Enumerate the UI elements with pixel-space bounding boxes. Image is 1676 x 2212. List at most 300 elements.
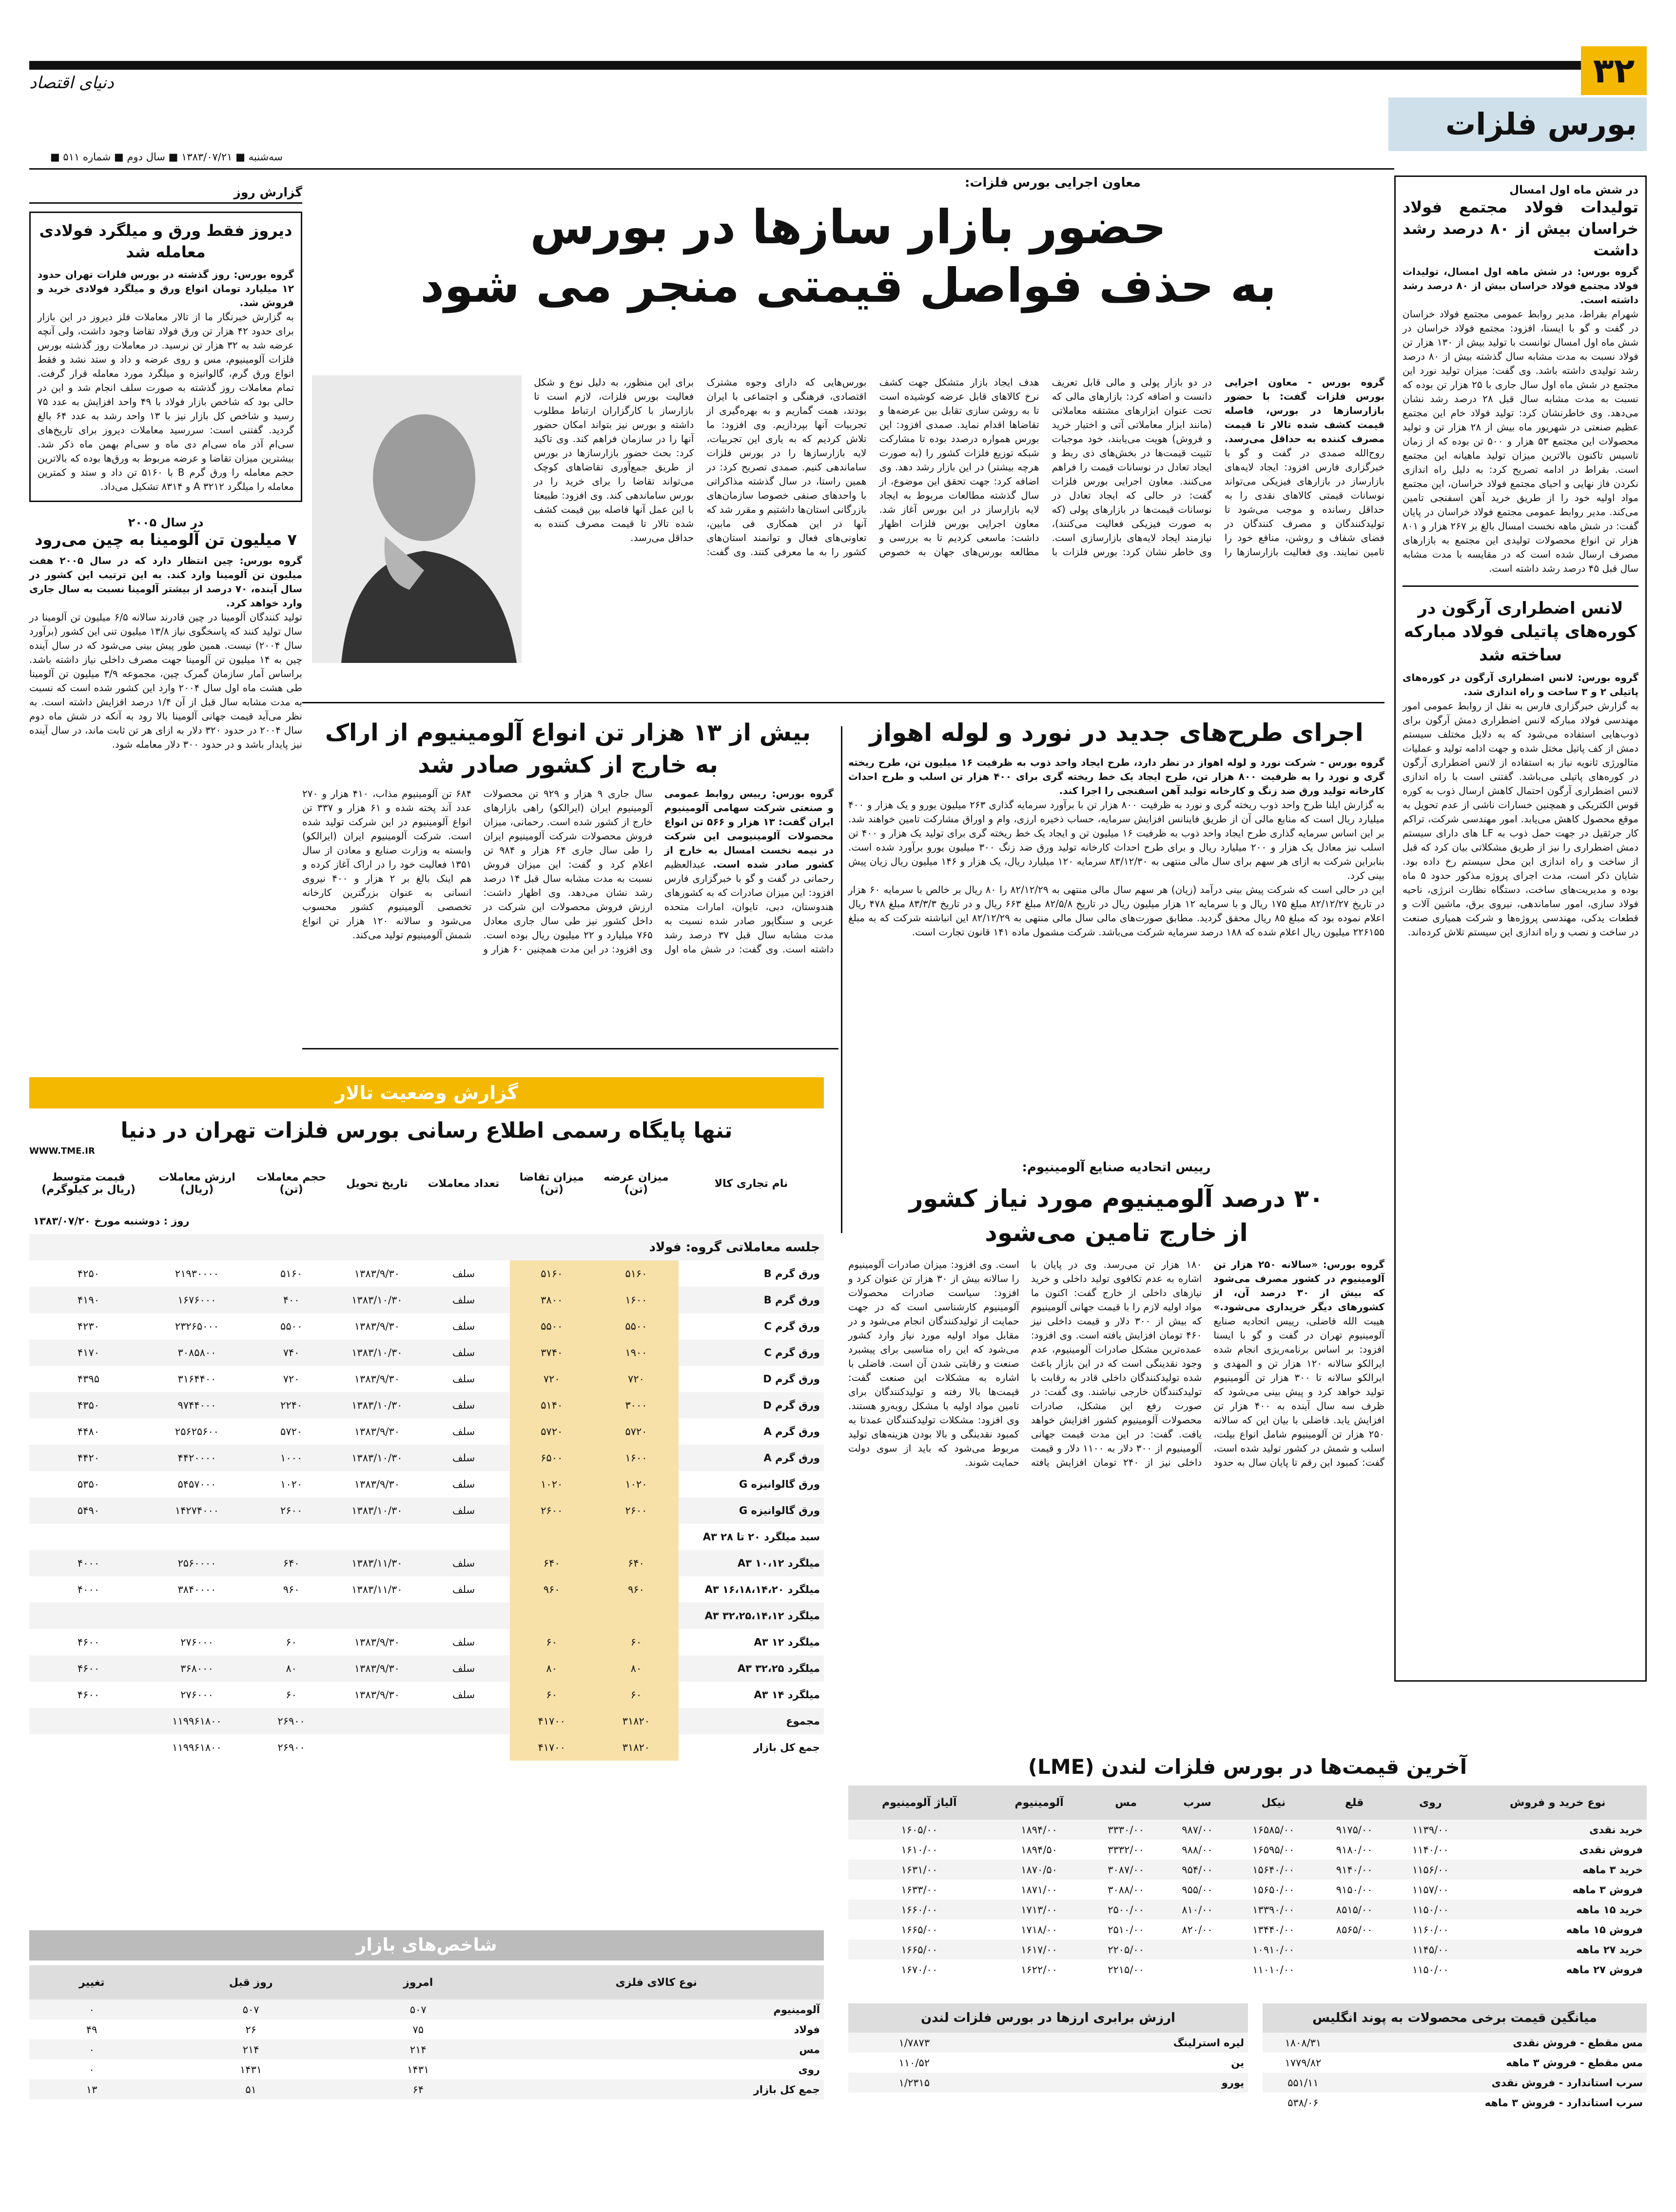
table-cell: ۱۳۸۳/۹/۳۰ (354, 1689, 400, 1701)
table-cell: ۶۰ (510, 1629, 594, 1655)
steel-body: شهرام بقراط، مدیر روابط عمومی مجتمع فولاد خراسان در گفت و گو با ایسنا، افزود: مجتمع فولاد خراسان در شش ماه اول امسال توانست با تولید بیش از ۱۳۰ هزار تن فولاد نسبت به مدت مشابه سال گذشته بیش از ۸۰ درصد رشد تولیدی داشته باشد. وی گفت: میزان تولید نورد این مجتمع در شش ماه اول سال جاری با ۲۵ هزار تن بوده که نسبت به مدت مشابه سال قبل ۲۸ درصد رشد نشان می‌دهد. وی خاطرنشان کرد: تولید فولاد خام این مجتمع عظیم صنعتی در شهریور ماه بیش از ۲۸ هزار تن و تولید محصولات این مجتمع ۵۳ هزار و ۵۰۰ تن بوده که از زمان تاسیس تاکنون بالاترین میزان تولید ماهیانه این مجتمع است. بقراط در ادامه تصریح کرد: به دلیل راه اندازی نکردن فاز نهایی و احیای مجتمع فولاد خراسان، این مجتمع مواد اولیه خود را از طریق خرید آهن اسفنجی تامین می‌کند. مدیر روابط عمومی مجتمع فولاد خراسان در پایان گفت: در شش ماهه نخست امسال بالغ بر ۲۶۷ هزار و ۸۰۱ هزار تن انواع محصولات تولیدی این مجتمع به بازارهای مصرف ارسال شده است که در مقایسه با مدت مشابه سال قبل ۴۵ درصد رشد داشته است. (1403, 308, 1639, 574)
table-cell: ۲۲۴۰ (246, 1392, 336, 1418)
table-cell: ۱۶۷۶۰۰۰ (148, 1287, 246, 1313)
table-cell: سلف (452, 1584, 475, 1595)
alumina-title: ۷ میلیون تن آلومینا به چین می‌رود (35, 530, 297, 549)
table-cell: سلف (452, 1478, 475, 1490)
table-cell (417, 1524, 509, 1550)
main-body (312, 375, 1384, 687)
need-kicker: رییس اتحادیه صنایع آلومینیوم: (1022, 1160, 1211, 1175)
table-cell: ۹۱۴۰/۰۰ (1316, 1860, 1392, 1880)
table-cell: ۱۱۵۶/۰۰ (1392, 1860, 1468, 1880)
table-cell: ورق گرم A (763, 1426, 820, 1437)
table-cell: سلف (452, 1689, 475, 1701)
table-cell: سلف (417, 1287, 509, 1313)
hall-table-body (29, 1261, 824, 1761)
table-cell: ۶۰ (510, 1682, 594, 1708)
table-cell: ۱۸۷۰/۵۰ (991, 1860, 1088, 1880)
table-cell: ۱۳۸۳/۱۱/۳۰ (351, 1584, 403, 1595)
table-cell: سرب استاندارد - فروش ۳ ماهه (1484, 2096, 1643, 2109)
table-cell: ۳۸۴۰۰۰۰ (177, 1584, 216, 1595)
table-cell: ۶۴۰ (510, 1550, 594, 1576)
table-cell: ورق گرم A (679, 1445, 824, 1471)
table-cell: ۱۷۱۳/۰۰ (991, 1900, 1088, 1920)
table-row (848, 1940, 1647, 1960)
table-cell: ۳۱۸۲۰ (594, 1734, 679, 1761)
table-cell: ۸۰ (594, 1655, 679, 1682)
table-row (29, 1313, 824, 1339)
table-row (29, 1576, 824, 1603)
table-cell: ۱۳۸۳/۱۰/۳۰ (336, 1287, 417, 1313)
table-cell: ۱۱۴۵/۰۰ (1392, 1940, 1468, 1960)
table-cell: جمع کل بازار (489, 2079, 824, 2099)
table-cell: سرب استاندارد - فروش نقدی (1344, 2073, 1647, 2093)
table-cell: ۲۵۱۰/۰۰ (1108, 1923, 1144, 1936)
table-cell: ۶۰ (594, 1629, 679, 1655)
table-row (29, 1339, 824, 1366)
table-cell: سلف (452, 1636, 475, 1648)
aluminium-export-story (302, 717, 834, 1030)
column-title: میزان تقاضا (519, 1171, 584, 1184)
column-unit: (تن) (540, 1184, 564, 1196)
table-cell (1316, 1960, 1392, 1979)
need-body (848, 1258, 1384, 1745)
table-cell (417, 1734, 509, 1761)
index-column-header: روز قبل (154, 1965, 348, 1999)
table-cell: ۱۶۰۵/۰۰ (848, 1820, 991, 1840)
table-cell: ۹۱۵۰/۰۰ (1336, 1883, 1373, 1896)
table-cell: ۹۱۸۰/۰۰ (1336, 1843, 1373, 1856)
table-cell (246, 1524, 336, 1550)
table-row (29, 1708, 824, 1734)
table-cell: ۱۱۳۹/۰۰ (1392, 1820, 1468, 1840)
table-cell: ۴۰۰ (246, 1287, 336, 1313)
table-cell: ۱۳۴۴۰/۰۰ (1252, 1923, 1295, 1936)
table-cell: خرید نقدی (1468, 1820, 1647, 1840)
table-cell: ۹۶۰ (283, 1584, 300, 1595)
table-cell: ورق گرم B (763, 1268, 820, 1280)
hall-column-header (417, 1159, 509, 1208)
table-cell: ۱۶۶۰/۰۰ (848, 1900, 991, 1920)
table-cell: ۸۱۰/۰۰ (1164, 1900, 1231, 1920)
column-title: حجم معاملات (256, 1171, 327, 1184)
table-cell: میلگرد ۱۲ A۳ (754, 1636, 820, 1648)
table-cell: ۱۶۵۹۵/۰۰ (1252, 1843, 1295, 1856)
table-cell: ۴۳۹۵ (77, 1373, 100, 1385)
table-row (29, 1497, 824, 1524)
lme-column-header: آلیاژ آلومینیوم (848, 1785, 991, 1820)
table-cell: ۲۶۰۰ (594, 1497, 679, 1524)
table-cell: ۱۳۸۳/۹/۳۰ (354, 1268, 400, 1280)
table-cell: ۰ (29, 2039, 154, 2059)
table-row (29, 2059, 824, 2079)
table-cell (1164, 1960, 1231, 1979)
table-row (848, 2033, 1248, 2053)
issue-line: سه‌شنبه ■ ۱۳۸۳/۰۷/۲۱ ■ سال دوم ■ شماره ۵۱۱ ■ (50, 151, 283, 163)
need-title-1: ۳۰ درصد آلومینیوم مورد نیاز کشور (909, 1184, 1324, 1213)
table-cell: ۴۴۸۰ (77, 1426, 100, 1437)
hall-column-header (246, 1159, 336, 1208)
table-row (848, 1840, 1647, 1860)
table-cell: سلف (417, 1339, 509, 1366)
table-cell: ۹۸۷/۰۰ (1164, 1820, 1231, 1840)
table-cell: ۶۰ (594, 1682, 679, 1708)
table-cell: ۲۵۶۲۵۶۰۰ (175, 1426, 219, 1437)
daily-report-box (29, 212, 302, 502)
table-cell (510, 1603, 594, 1629)
steel-lead: گروه بورس: در شش ماهه اول امسال، تولیدات فولاد مجتمع فولاد خراسان بیش از ۸۰ درصد رشد داشته است. (1403, 266, 1638, 306)
table-cell: ۱۳۸۳/۹/۳۰ (354, 1636, 400, 1648)
table-cell: ۱۳۸۳/۱۰/۳۰ (336, 1497, 417, 1524)
table-cell (336, 1524, 417, 1550)
table-cell: ۲۱۴ (348, 2039, 489, 2059)
table-cell: ۱۳۸۳/۹/۳۰ (354, 1373, 400, 1385)
table-cell (336, 1734, 417, 1761)
daily-report-title: دیروز فقط ورق و میلگرد فولادی معامله شد (39, 221, 292, 261)
table-cell: ۵۷۲۰ (510, 1418, 594, 1445)
hall-column-header (148, 1159, 246, 1208)
brand-logo: دنیای اقتصاد (29, 73, 114, 93)
hall-column-header (29, 1159, 148, 1208)
table-cell: ۱۹۰۰ (594, 1339, 679, 1366)
table-cell: ۸۰ (246, 1655, 336, 1682)
argon-lead: گروه بورس: لانس اضطراری آرگون در کوره‌های پاتیلی ۲ و ۳ ساخت و راه اندازی شد. (1403, 672, 1638, 698)
table-cell: ۱۱۰۱۰/۰۰ (1252, 1963, 1295, 1976)
table-cell: ۴۱۷۰۰ (510, 1708, 594, 1734)
table-row (29, 1392, 824, 1418)
lme-column-header: مس (1088, 1785, 1164, 1820)
table-cell: لیره استرلینگ (980, 2033, 1248, 2053)
export-body-text: عبدالعظیم رحمانی در گفت و گو با خبرگزاری فارس افزود: این میزان صادرات که به کشورهای هندوستان، دبی، تایوان، امارات متحده عربی و سنگاپور صادر شده نسبت به مدت مشابه سال قبل ۳۷ درصد رشد داشته است. وی گفت: در شش ماه اول سال جاری ۹ هزار و ۹۲۹ تن محصولات آلومینیوم ایران (ایرالکو) راهی بازارهای خارج از کشور شده است. رحمانی، میزان فروش محصولات شرکت آلومینیوم ایران را طی سال جاری ۶۴ هزار و ۹۸۴ تن اعلام کرد و گفت: این میزان فروش نسبت به مدت مشابه سال قبل ۱۴ درصد رشد نشان می‌دهد. وی اظهار داشت: ارزش فروش محصولات این شرکت در داخل کشور نیز طی سال جاری معادل ۷۶۵ میلیارد و ۲۲ میلیون ریال بوده است. وی افزود: در این مدت همچنین ۶۰ هزار و ۶۸۴ تن آلومینیوم مذاب، ۴۱۰ هزار و ۲۷۰ عدد آند پخته شده و ۶۱ هزار و ۳۳۷ تن انواع آلومینیوم در این شرکت تولید شده است. شرکت آلومینیوم ایران (ایرالکو) وابسته به وزارت صنایع و معادن از سال ۱۳۵۱ فعالیت خود را در اراک آغاز کرده و هم اینک بالغ بر ۲ هزار و ۴۰۰ نیروی انسانی به عنوان بزرگترین کارخانه تخصصی آلومینیوم کشور محسوب می‌شود و سالانه ۱۲۰ هزار تن انواع شمش آلومینیوم تولید می‌کند. (302, 788, 834, 955)
table-row (1263, 2093, 1647, 2113)
table-cell: ۵۷۲۰ (280, 1426, 303, 1437)
day-label: روز : دوشنبه مورخ ۱۳۸۳/۰۷/۲۰ (33, 1215, 190, 1227)
table-row (848, 2073, 1248, 2093)
table-row (29, 1445, 824, 1471)
lme-column-header: آلومینیوم (991, 1785, 1088, 1820)
column-label: گزارش روز (29, 185, 302, 204)
table-row (29, 1366, 824, 1392)
hall-report-title: تنها پایگاه رسمی اطلاع رسانی بورس فلزات تهران در دنیا (120, 1118, 733, 1143)
table-cell: ۱۴۳۱ (407, 2063, 429, 2076)
table-cell: سلف (452, 1268, 475, 1280)
table-row (29, 2079, 824, 2099)
table-cell: ورق گرم C (764, 1320, 820, 1332)
table-cell: سلف (417, 1655, 509, 1682)
column-title: قیمت متوسط (52, 1171, 125, 1184)
table-cell: ۲۶۰۰ (246, 1497, 336, 1524)
alumina-kicker: در سال ۲۰۰۵ (128, 516, 204, 529)
index-column-header: امروز (348, 1965, 489, 1999)
lme-section (848, 1755, 1647, 1979)
argon-body: به گزارش خبرگزاری فارس به نقل از روابط عمومی امور مهندسی فولاد مبارکه لانس اضطراری دمش آرگون برای ذوب‌هایی استفاده می‌شود که به دلایل مختلف سیستم دمش از کف پاتیل مختل شده و جهت ادامه تولید و عملیات متالورژی ثانویه نیاز به استفاده از لانس اضطراری آرگون در کوره‌های پاتیلی می‌باشد. گفتنی است با راه اندازی لانس اضطراری آرگون احتمال کاهش ارسال ذوب به کوره قوس الکتریکی و همچنین خسارات ناشی از عدم تحویل به موقع محصول کاهش می‌یابد. امور مهندسی شرکت، تراکم کار جرثقیل در جهت حمل ذوب به LF های دارای سیستم دمش اضطراری را نیز از طریق مشکلاتی بیان کرد که قبل از ساخت و راه اندازی این محل سیستم رخ داده بود. شایان ذکر است، مدت اجرای پروژه مذکور حدود ۵ ماه بوده و مدیریت‌های ساخت، دستگاه نظارت انرژی، ناحیه فولاد سازی، امور ساماندهی، نیروی برق، ماشین آلات و قطعات یدکی، مهندسی پروژه‌ها و شرکت همیاری صنعت در ساخت و نصب و راه اندازی این سیستم تلاش کرده‌اند. (1403, 700, 1639, 938)
table-row (29, 1418, 824, 1445)
main-title-2: به حذف فواصل قیمتی منجر می شود (420, 258, 1277, 313)
table-cell: ۱۵۶۴۰/۰۰ (1230, 1860, 1316, 1880)
column-unit: (تن) (624, 1184, 648, 1196)
uk-prices-title: میانگین قیمت برخی محصولات به پوند انگلیس (1263, 2003, 1647, 2033)
fx-title: ارزش برابری ارزها در بورس فلزات لندن (848, 2003, 1248, 2033)
left-column (29, 185, 302, 752)
table-cell: ورق گرم D (763, 1373, 820, 1385)
main-story (312, 175, 1384, 315)
section-title: بورس فلزات (1388, 97, 1647, 151)
market-index-header: شاخص‌های بازار (29, 1930, 824, 1960)
table-row (29, 1629, 824, 1655)
table-cell: ۳۸۰۰ (510, 1287, 594, 1313)
rolling-body-2: این در حالی است که شرکت پیش بینی درآمد (زیان) هر سهم سال مالی منتهی به ۸۲/۱۲/۲۹ را ۸۰ ریال بر خالص با سرمایه ۶۰ هزار در تاریخ ۸۲/۱۲/۲۷ مبلغ ۱۷۵ ریال و با سرمایه ۱۲ هزار میلیون ریال در تاریخ ۸۲/۵/۸ مبلغ ۶۶۳ ریال و در تاریخ ۸۳/۳/۳ مبلغ ۴۷۸ ریال اعلام نموده بود که مبلغ ۸۵ ریال محقق گردید. مطابق صورت‌های مالی سال مالی منتهی به ۸۲/۱۲/۲۹ این انباشته شرکت که به مبلغ ۲۲۶۱۵۵ میلیون ریال اعلام شده که ۱۸۸ درصد سرمایه شرکت می‌باشد. شرکت مشمول ماده ۱۴۱ قانون تجارت است. (848, 884, 1384, 938)
table-cell: ۴۱۹۰ (29, 1287, 148, 1313)
table-cell: ورق گالوانیزه G (739, 1478, 820, 1490)
table-cell: ۴۴۲۰۰۰۰ (148, 1445, 246, 1471)
lme-table (848, 1785, 1647, 1979)
table-cell: ۵۵۰۰ (280, 1320, 303, 1332)
table-cell: ۳۱۶۴۴۰۰ (177, 1373, 216, 1385)
table-cell: ۵۵۰۰ (594, 1313, 679, 1339)
table-cell: ۱۸۹۴/۰۰ (991, 1820, 1088, 1840)
uk-prices-table (1263, 2033, 1647, 2113)
table-cell: مس مقطع - فروش ۳ ماهه (1506, 2057, 1643, 2069)
table-row (29, 2039, 824, 2059)
table-cell: ۵۷۲۰ (594, 1418, 679, 1445)
table-cell: ۱۶۱۰/۰۰ (901, 1843, 938, 1856)
table-cell (29, 1524, 148, 1550)
table-cell: ۱۳۸۳/۹/۳۰ (336, 1655, 417, 1682)
table-cell: ۱۳۸۳/۹/۳۰ (354, 1478, 400, 1490)
table-cell: ۱۱۵۰/۰۰ (1412, 1963, 1449, 1976)
table-cell: سلف (417, 1550, 509, 1576)
right-column (1394, 175, 1647, 1682)
table-cell: ۱۶۶۵/۰۰ (901, 1923, 938, 1936)
table-cell: ۲۶۹۰۰ (277, 1742, 305, 1753)
table-cell: سلف (417, 1392, 509, 1418)
table-cell: ۶۰ (286, 1689, 297, 1701)
table-cell (1316, 1940, 1392, 1960)
table-cell: روی (798, 2063, 820, 2076)
lme-column-header: روی (1392, 1785, 1468, 1820)
table-cell (336, 1708, 417, 1734)
table-cell: ۴۰۰۰ (77, 1584, 100, 1595)
table-row (848, 1860, 1647, 1880)
table-cell: ۳۳۳۰/۰۰ (1088, 1820, 1164, 1840)
table-cell: ۵۴۹۰ (29, 1497, 148, 1524)
daily-report-lead: گروه بورس: روز گذشته در بورس فلزات تهران حدود ۱۲ میلیارد تومان انواع ورق و میلگرد فولادی خرید و فروش شد. (38, 269, 294, 309)
table-cell: ۱۶۰۰ (594, 1445, 679, 1471)
table-cell (148, 1524, 246, 1550)
table-cell: ۶۴۰ (594, 1550, 679, 1576)
table-cell: خرید ۳ ماهه (1468, 1860, 1647, 1880)
column-unit: (ریال بر کیلوگرم) (41, 1184, 136, 1196)
table-cell: ۱۳۸۳/۹/۳۰ (354, 1320, 400, 1332)
table-cell: ۹۶۰ (594, 1576, 679, 1603)
table-row (848, 1920, 1647, 1940)
table-cell: ۱۱۰/۵۲ (898, 2057, 930, 2069)
table-cell: ۷۵ (412, 2023, 424, 2036)
column-divider (841, 726, 842, 1233)
table-cell: سلف (452, 1320, 475, 1332)
table-cell: ۱۰۲۰ (280, 1478, 303, 1490)
table-cell: ۴۲۳۰ (77, 1320, 100, 1332)
table-cell: آلومینیوم (489, 1999, 824, 2019)
table-cell: ۴۲۵۰ (77, 1268, 100, 1280)
table-cell: ۵۱۶۰ (280, 1268, 303, 1280)
table-cell: ۱۵۶۵۰/۰۰ (1252, 1883, 1295, 1896)
table-row (29, 1655, 824, 1682)
alumina-story (29, 516, 302, 752)
table-cell: ۱۳ (29, 2079, 154, 2099)
main-body-text: روح‌الله صمدی در گفت و گو با خبرگزاری فارس افزود: ایجاد لایه‌های بازارساز در بازارهای فیزیکی می‌تواند نوسانات قیمتی کالاهای نقدی را به حداقل رسانده و موجب می‌شود تا تولیدکنندگان و مصرف کنندگان در فضای شفاف و روشن، منافع خود را تامین نمایند. وی فعالیت بازارسازها را در دو بازار پولی و مالی قابل تعریف دانست و اضافه کرد: بازارهای مالی که تحت عنوان ابزارهای مشتقه معاملاتی (مانند ابزار معاملاتی آتی و اختیار خرید و فروش) هویت می‌یابند، خود موجبات تثبیت قیمت‌ها در بخش‌های ذی ربط و ایجاد تعادل در نوسانات قیمت را فراهم می‌کنند. معاون اجرایی بورس فلزات گفت: در حالی که ایجاد تعادل در نوسانات قیمت‌ها در بازارهای پولی (که به صورت فیزیکی فعالیت می‌کنند)، نیازمند ایجاد لایه‌های بازارسازی است. وی خاطر نشان کرد: بورس فلزات با هدف ایجاد بازار متشکل جهت کشف نرخ کالاهای قابل عرضه کوشیده است تا به روشن سازی تقابل بین عرضه‌ها و تقاضاها اقدام نماید. صمدی افزود: این بورس همواره درصدد بوده تا مشارکت شبکه توزیع فلزات کشور را (به صورت هرچه بیشتر) در این بازار رشد دهد. وی اضافه کرد: جهت تحقق این موضوع، از سال گذشته مطالعات مربوط به ایجاد لایه بازارساز در این بورس آغاز شد. معاون اجرایی بورس فلزات اظهار داشت: ماسعی کردیم تا به بررسی و مطالعه بورس‌های جهان به خصوص بورس‌هایی که دارای وجوه مشترک اقتصادی، فرهنگی و اجتماعی با ایران بودند، همت گماریم و به بهره‌گیری از تجربیات آنها بپردازیم. وی افزود: ما تلاش کردیم که به یاری این تجربیات، لایه بازارسازها را در بورس فلزات ساماندهی کنیم. صمدی تصریح کرد: در همین راستا، در سال گذشته مذاکراتی با واحدهای صنفی خصوصا سازمان‌های بازرگانی استان‌ها داشتیم و مقرر شد که آنها در این همکاری فی مابین، تعاونی‌های فعال و توانمند استان‌های کشور را به ما معرفی کنند. وی گفت: برای این منظور، به دلیل نوع و شکل فعالیت بورس فلزات، لازم است تا بازارساز با کارگزاران ارتباط مطلوب داشته و بورس نیز بتواند امکان حضور آنها را در سازمان فراهم کند. وی تاکید کرد: بحث حضور بازارسازها در بورس از طریق جمع‌آوری تقاضاهای کوچک می‌تواند تقاضا را برای خرید را در بورس ساماندهی کند. وی افزود: طبیعتا با این عمل آنها فاصله بین قیمت کشف شده تالار تا قیمت مصرف کننده به حداقل می‌رسد. (534, 376, 1384, 558)
table-cell: ۳۰۰۰ (594, 1392, 679, 1418)
table-cell: ۳۰۸۸/۰۰ (1108, 1883, 1144, 1896)
table-cell: ۱۰۲۰ (510, 1471, 594, 1497)
fx-table (848, 2033, 1248, 2093)
column-title: میزان عرضه (604, 1171, 669, 1184)
table-cell: مس مقطع - فروش نقدی (1344, 2033, 1647, 2053)
table-cell: ۷۲۰ (594, 1366, 679, 1392)
table-cell: سلف (417, 1445, 509, 1471)
table-cell: ۲۷۶۰۰۰ (180, 1636, 214, 1648)
table-cell: ۶۰ (286, 1636, 297, 1648)
table-cell: ۱۳۸۳/۱۰/۳۰ (336, 1445, 417, 1471)
table-cell: ۱۶۶۵/۰۰ (848, 1940, 991, 1960)
table-cell: ۳۷۴۰ (510, 1339, 594, 1366)
table-cell: فروش نقدی (1579, 1843, 1643, 1856)
table-row (848, 1960, 1647, 1979)
table-cell (148, 1603, 246, 1629)
table-cell: ۱۶۳۱/۰۰ (848, 1860, 991, 1880)
table-row (29, 1734, 824, 1761)
main-kicker: معاون اجرایی بورس فلزات: (964, 175, 1141, 190)
table-cell: سلف (452, 1426, 475, 1437)
table-row (848, 1820, 1647, 1840)
table-cell: ۲۵۶۰۰۰۰ (148, 1550, 246, 1576)
table-cell: ۸۵۱۵/۰۰ (1316, 1900, 1392, 1920)
alumina-lead: گروه بورس: چین انتظار دارد که در سال ۲۰۰۵ هفت میلیون تن آلومینا وارد کند. به این ترتیب این کشور در سال آینده، ۷۰ درصد از بیشتر آلومینا نسبت به سال جاری وارد خواهد کرد. (29, 555, 302, 609)
column-title: نام تجاری کالا (714, 1177, 788, 1190)
table-row (29, 1682, 824, 1708)
column-title: ارزش معاملات (158, 1171, 235, 1184)
table-cell: میلگرد ۳۲،۲۵،۱۴،۱۲ A۳ (679, 1603, 824, 1629)
market-index (29, 1930, 824, 2099)
table-cell: ۴۳۵۰ (29, 1392, 148, 1418)
table-cell: ۱۰۹۱۰/۰۰ (1230, 1940, 1316, 1960)
table-cell: ۵۱۶۰ (510, 1261, 594, 1287)
table-row (29, 1999, 824, 2019)
table-cell (594, 1603, 679, 1629)
export-body (302, 787, 834, 1030)
market-index-columns (29, 1965, 824, 1999)
table-cell: مجموع (679, 1708, 824, 1734)
table-cell: ۲۱۹۳۰۰۰۰ (175, 1268, 219, 1280)
table-cell: ورق گرم D (679, 1392, 824, 1418)
table-cell: ۳۳۳۲/۰۰ (1108, 1843, 1144, 1856)
session-title: جلسه معاملاتی گروه: فولاد (29, 1234, 824, 1261)
table-cell: ورق گرم C (679, 1339, 824, 1366)
table-cell: ۱۶۷۰/۰۰ (901, 1963, 938, 1976)
table-cell: ۱۸۹۴/۵۰ (1021, 1843, 1057, 1856)
page-number: ۳۲ (1581, 46, 1647, 95)
table-cell: ۰ (89, 2063, 95, 2076)
table-cell: ۰ (29, 1999, 154, 2019)
table-row (1263, 2073, 1647, 2093)
table-cell: ۱۸۰۸/۳۱ (1263, 2033, 1344, 2053)
table-cell: ۹۷۴۴۰۰۰ (148, 1392, 246, 1418)
table-cell: ۷۲۰ (283, 1373, 300, 1385)
table-cell: ۲۶۰۰ (510, 1497, 594, 1524)
table-cell: ۴۴۲۰ (29, 1445, 148, 1471)
table-cell: ۴۹ (86, 2023, 97, 2036)
table-cell: ۹۱۷۵/۰۰ (1316, 1820, 1392, 1840)
hall-report (29, 1077, 824, 1761)
table-cell: جمع کل بازار (753, 1742, 820, 1753)
table-cell: میلگرد ۱۴ A۳ (754, 1689, 820, 1701)
table-row (848, 1900, 1647, 1920)
table-cell: ۲۳۲۶۵۰۰۰ (175, 1320, 219, 1332)
table-cell: ۱۶۱۷/۰۰ (991, 1940, 1088, 1960)
table-row (1263, 2033, 1647, 2053)
table-cell: میلگرد ۳۲،۲۵ A۳ (679, 1655, 824, 1682)
masthead-bar (29, 61, 1647, 70)
table-cell: ۱۶۳۳/۰۰ (901, 1883, 938, 1896)
uk-prices (1263, 2003, 1647, 2113)
main-title-1: حضور بازار سازها در بورس (530, 200, 1167, 254)
table-cell: ۲۷۶۰۰۰ (180, 1689, 214, 1701)
table-cell: ۱۰۰۰ (246, 1445, 336, 1471)
table-cell: ۶۴ (348, 2079, 489, 2099)
rolling-body: به گزارش ایلنا طرح واحد ذوب ریخته گری و نورد به ظرفیت ۸۰۰ هزار تن با برآورد سرمایه گذاری ۲۶۳ میلیون یورو و یک هزار و ۴۰۰ میلیارد ریال است که منابع مالی آن از طریق فاینانس افزایش سرمایه، حساب ذخیره ارزی، وام و اوراق مشارکت تامین خواهند شد. بر این اساس سرمایه گذاری طرح ایجاد واحد ذوب به ظرفیت ۱۶ میلیون تن و ایجاد یک خط ریخته گری برای تولید یک هزار و ۴۰۰ تن اسلب نیز معادل یک هزار و ۲۰۰ میلیارد ریال و برای طرح احداث کارخانه تولید ورق ضد زنگ ۳۰۰ میلیون یورو برآورد شده است. بنابراین شرکت به ازای هر سهم برای سال مالی منتهی به ۸۳/۱۲/۳۰ سرمایه ۱۲۰ میلیارد ریال، یک هزار و ۱۴۶ میلیون ریال زیان پیش بینی کرد. (848, 799, 1385, 881)
table-cell: ۷۴۰ (246, 1339, 336, 1366)
column-unit: (ریال) (180, 1184, 214, 1196)
table-cell (417, 1708, 509, 1734)
table-cell (29, 1734, 148, 1761)
table-cell: میلگرد ۱۶،۱۸،۱۴،۲۰ A۳ (704, 1584, 820, 1595)
hall-column-header (679, 1159, 824, 1208)
table-cell (336, 1603, 417, 1629)
table-cell (246, 1603, 336, 1629)
hall-report-header: گزارش وضعیت تالار (29, 1077, 824, 1108)
index-column-header: نوع کالای فلزی (489, 1965, 824, 1999)
table-cell: ۹۸۸/۰۰ (1182, 1843, 1213, 1856)
table-cell: فولاد (794, 2023, 820, 2036)
table-cell: ۸۵۶۵/۰۰ (1336, 1923, 1373, 1936)
table-cell: ۲۱۴ (154, 2039, 348, 2059)
table-cell: ۶۵۰۰ (510, 1445, 594, 1471)
fx-rates (848, 2003, 1248, 2093)
table-cell: ورق گرم B (679, 1287, 824, 1313)
table-cell: ۴۶۰۰ (77, 1636, 100, 1648)
table-cell: ۱۱۹۹۶۱۸۰۰ (148, 1708, 246, 1734)
rolling-lead: گروه بورس - شرکت نورد و لوله اهواز در نظر دارد، طرح ایجاد واحد ذوب به ظرفیت ۱۶ میلیون تن، طرح ریخته گری و نورد را به ظرفیت ۸۰۰ هزار تن، طرح ایجاد یک خط ریخته گری برای ۴۰۰ هزار تن اسلب و طرح احداث کارخانه تولید ورق ضد زنگ و کارخانه تولید آهن اسفنجی را اجرا کند. (848, 757, 1385, 796)
table-cell: ۱۶۵۸۵/۰۰ (1230, 1820, 1316, 1840)
aluminium-need-story (848, 1160, 1384, 1745)
table-cell: ۱۳۸۳/۱۱/۳۰ (336, 1550, 417, 1576)
argon-title: لانس اضطراری آرگون در کوره‌های پاتیلی فولاد مبارکه ساخته شد (1403, 599, 1637, 665)
table-cell: ۱/۲۳۱۵ (848, 2073, 980, 2093)
table-cell: ۵۰۷ (348, 1999, 489, 2019)
table-cell: ۴۶۰۰ (29, 1655, 148, 1682)
table-cell: ۹۵۵/۰۰ (1182, 1883, 1213, 1896)
lme-column-header: نیکل (1230, 1785, 1316, 1820)
table-cell: فروش ۲۷ ماهه (1566, 1963, 1643, 1976)
lme-body (848, 1820, 1647, 1979)
table-cell: ۲۶ (245, 2023, 256, 2036)
table-cell: سلف (417, 1497, 509, 1524)
table-cell: ۵۳۸/۰۶ (1287, 2096, 1319, 2109)
table-cell: ۱۷۱۸/۰۰ (1021, 1923, 1057, 1936)
table-cell: ۱۴۲۷۴۰۰۰ (148, 1497, 246, 1524)
table-row (848, 1880, 1647, 1900)
table-cell: ۵۵۱/۱۱ (1263, 2073, 1344, 2093)
